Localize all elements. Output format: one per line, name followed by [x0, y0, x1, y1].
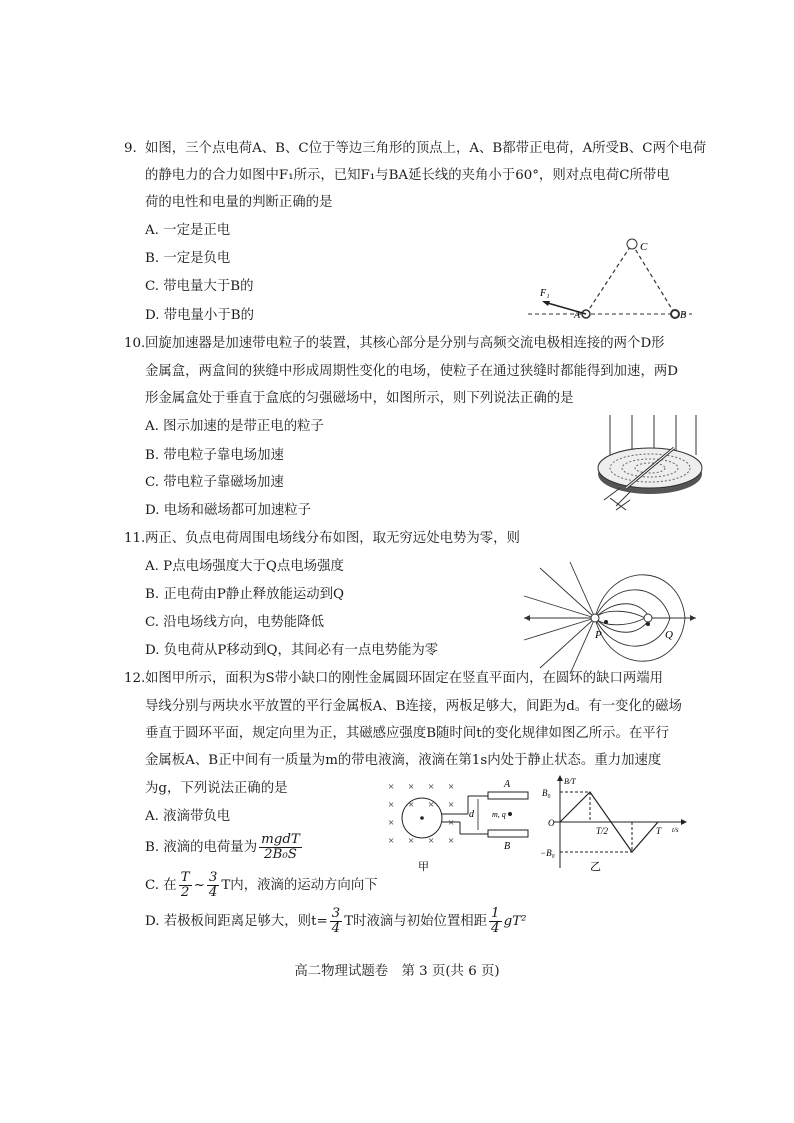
fraction-denominator: 2 — [180, 885, 190, 900]
q12-stem-line-3: 垂直于圆环平面，规定向里为正，其磁感应强度B随时间t的变化规律如图乙所示。在平行 — [145, 726, 670, 741]
fraction-denominator: 4 — [491, 921, 500, 936]
q12-option-c-fraction-1 — [179, 871, 192, 900]
q10-option-d: D. 电场和磁场都可加速粒子 — [145, 503, 312, 518]
q12-label-half-t: T/2 — [596, 826, 609, 836]
q9-triangle-figure — [520, 232, 700, 324]
q10-number: 10. — [124, 336, 146, 351]
q9-label-a: A — [574, 310, 581, 321]
fraction-numerator: 3 — [331, 906, 341, 921]
q9-stem-line-3: 荷的电性和电量的判断正确的是 — [145, 195, 333, 210]
q12-label-t: T — [656, 826, 662, 836]
q12-label-mq: m, q — [492, 810, 506, 819]
q10-option-b: B. 带电粒子靠电场加速 — [145, 448, 284, 463]
svg-text:×: × — [448, 799, 455, 811]
svg-text:×: × — [408, 835, 415, 847]
q12-option-c-tilde: ~ — [193, 878, 205, 893]
q12-label-neg-b0: −B₀ — [540, 848, 555, 858]
q12-option-d-mid: T时液滴与初始位置相距 — [344, 914, 488, 929]
q9-option-d: D. 带电量小于B的 — [145, 308, 254, 323]
svg-text:×: × — [388, 781, 395, 793]
q10-stem-line-1: 回旋加速器是加速带电粒子的装置，其核心部分是分别与高频交流电极相连接的两个D形 — [145, 336, 665, 351]
fraction-denominator: 4 — [208, 885, 218, 900]
q12-option-b — [145, 830, 304, 866]
q12-figure-b — [540, 772, 690, 877]
q9-option-c: C. 带电量大于B的 — [145, 279, 254, 294]
svg-text:×: × — [448, 835, 455, 847]
fraction-numerator: mgdT — [261, 832, 300, 847]
q11-option-b: B. 正电荷由P静止释放能运动到Q — [145, 587, 345, 602]
q12-caption-jia: 甲 — [418, 861, 429, 873]
svg-text:×: × — [428, 799, 435, 811]
q11-number: 11. — [124, 531, 146, 546]
q12-stem-line-5: 为g，下列说法正确的是 — [145, 781, 288, 796]
q9-stem-line-1: 如图，三个点电荷A、B、C位于等边三角形的顶点上，A、B都带正电荷，A所受B、C两个电荷 — [145, 141, 707, 156]
q12-option-a: A. 液滴带负电 — [145, 809, 231, 824]
q12-option-b-fraction — [259, 833, 302, 862]
q11-option-d: D. 负电荷从P移动到Q，其间必有一点电势能为零 — [145, 643, 439, 658]
q10-stem-line-3: 形金属盒处于垂直于盒底的匀强磁场中，如图所示，则下列说法正确的是 — [145, 391, 574, 406]
page-footer: 高二物理试题卷 第 3 页(共 6 页) — [294, 964, 500, 979]
svg-text:×: × — [428, 781, 435, 793]
q12-option-c-fraction-2 — [207, 871, 220, 900]
q12-number: 12. — [124, 671, 146, 686]
q12-option-c-suffix: T内，液滴的运动方向向下 — [221, 878, 378, 893]
q10-cyclotron-figure — [590, 410, 710, 515]
fraction-numerator: T — [180, 870, 190, 885]
svg-text:×: × — [388, 835, 395, 847]
q12-caption-yi: 乙 — [590, 861, 601, 873]
q12-option-d-fraction-2 — [489, 907, 502, 936]
q9-number: 9. — [124, 141, 137, 156]
fraction-numerator: 1 — [491, 906, 500, 921]
svg-text:×: × — [448, 817, 455, 829]
q10-stem-line-2: 金属盒，两盒间的狭缝中形成周期性变化的电场，使粒子在通过狭缝时都能得到加速，两D — [145, 364, 678, 379]
q12-stem-line-4: 金属板A、B正中间有一质量为m的带电液滴，液滴在第1s内处于静止状态。重力加速度 — [145, 753, 662, 768]
q12-label-b0: B₀ — [542, 788, 551, 798]
q11-option-c: C. 沿电场线方向，电势能降低 — [145, 615, 324, 630]
q11-label-q: Q — [665, 629, 673, 641]
q10-option-c: C. 带电粒子靠磁场加速 — [145, 475, 284, 490]
q12-label-plate-b: B — [504, 841, 511, 852]
q9-label-f1: F₁ — [540, 288, 550, 299]
q12-label-d: d — [469, 809, 474, 820]
q11-field-lines-figure — [520, 558, 700, 678]
q12-option-c-text: C. 在 — [145, 878, 177, 893]
q9-stem-line-2: 的静电力的合力如图中F₁所示，已知F₁与BA延长线的夹角小于60°，则对点电荷C所带电 — [145, 168, 670, 183]
q12-label-axis-b: B/T — [564, 777, 576, 786]
q12-stem-line-1: 如图甲所示，面积为S带小缺口的刚性金属圆环固定在竖直平面内，在圆环的缺口两端用 — [145, 671, 664, 686]
q12-stem-line-2: 导线分别与两块水平放置的平行金属板A、B连接，两板足够大，间距为d。有一变化的磁场 — [145, 699, 682, 714]
fraction-denominator: 2B₀S — [264, 847, 297, 862]
q12-label-plate-a: A — [504, 779, 511, 790]
svg-text:×: × — [408, 799, 415, 811]
svg-text:×: × — [388, 817, 395, 829]
fraction-denominator: 4 — [331, 921, 341, 936]
svg-text:×: × — [408, 781, 415, 793]
q11-stem-line-1: 两正、负点电荷周围电场线分布如图，取无穷远处电势为零，则 — [145, 531, 520, 546]
q9-label-c: C — [640, 241, 648, 253]
q12-option-d-fraction-1 — [330, 907, 343, 936]
q12-label-origin: O — [548, 818, 555, 828]
q12-option-d-text: D. 若极板间距离足够大，则t= — [145, 914, 328, 929]
svg-text:×: × — [448, 781, 455, 793]
q9-label-b: B — [680, 310, 687, 321]
q12-option-c — [145, 868, 378, 904]
svg-text:×: × — [388, 799, 395, 811]
q10-option-a: A. 图示加速的是带正电的粒子 — [145, 419, 324, 434]
q12-option-d-suffix: gT² — [503, 914, 527, 929]
q12-option-b-text: B. 液滴的电荷量为 — [145, 840, 258, 855]
fraction-numerator: 3 — [208, 870, 218, 885]
q9-option-a: A. 一定是正电 — [145, 223, 231, 238]
svg-text:×: × — [428, 835, 435, 847]
q9-option-b: B. 一定是负电 — [145, 251, 231, 266]
q12-label-axis-t: t/s — [672, 826, 679, 834]
q12-figure-a — [380, 772, 530, 877]
q11-label-p: P — [595, 629, 602, 641]
q12-option-d — [145, 904, 526, 940]
q11-option-a: A. P点电场强度大于Q点电场强度 — [145, 559, 344, 574]
